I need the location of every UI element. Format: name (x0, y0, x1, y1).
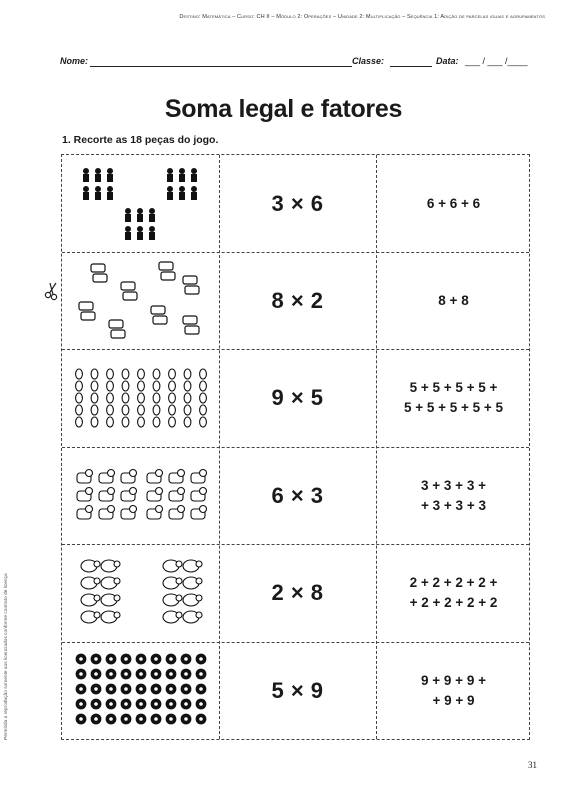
product-card[interactable] (219, 155, 376, 253)
sum-card[interactable] (376, 155, 531, 253)
running-head: Destino: Matemática – Curso: CH II – Módulo 2: Operações – Unidade 2: Multiplicação – Sequência 1: Adição de parcelas iguais e agrupamentos (179, 14, 545, 20)
product-text: 3 × 6 (271, 190, 324, 216)
card-row (62, 544, 529, 642)
sum-card[interactable] (376, 642, 531, 740)
product-card[interactable] (219, 642, 376, 740)
page-number: 31 (528, 760, 537, 770)
picture-card[interactable] (62, 544, 219, 642)
sum-line: + 2 + 2 + 2 + 2 (409, 594, 498, 610)
product-card[interactable] (219, 252, 376, 350)
ovals-picture (71, 368, 211, 428)
sum-line: + 9 + 9 (432, 692, 475, 708)
product-text: 5 × 9 (271, 677, 324, 703)
date-field[interactable]: ___ / ___ /____ (465, 56, 528, 66)
name-field[interactable] (90, 66, 352, 67)
class-label: Classe: (352, 56, 385, 66)
product-text: 2 × 8 (271, 579, 324, 605)
sum-line: 5 + 5 + 5 + 5 + 5 (403, 399, 504, 415)
class-field[interactable] (390, 66, 432, 67)
product-card[interactable] (219, 544, 376, 642)
product-card[interactable] (219, 349, 376, 447)
card-row (62, 155, 529, 253)
name-label: Nome: (60, 56, 89, 66)
picture-card[interactable] (62, 642, 219, 740)
cows-picture (71, 258, 211, 343)
sum-card[interactable] (376, 252, 531, 350)
picture-card[interactable] (62, 447, 219, 545)
product-text: 6 × 3 (271, 482, 324, 508)
sum-line: 2 + 2 + 2 + 2 + (409, 574, 498, 590)
flowers-picture (71, 651, 211, 731)
card-row (62, 252, 529, 350)
sum-line: + 3 + 3 + 3 (421, 497, 486, 513)
card-row (62, 642, 529, 740)
picture-card[interactable] (62, 252, 219, 350)
student-info-line (60, 56, 541, 70)
picture-card[interactable] (62, 155, 219, 253)
sum-line: 3 + 3 + 3 + (421, 477, 486, 493)
sum-line: 8 + 8 (438, 292, 469, 308)
sum-line: 5 + 5 + 5 + 5 + (409, 379, 498, 395)
sum-card[interactable] (376, 349, 531, 447)
figures-groups-picture (71, 161, 211, 246)
product-text: 8 × 2 (271, 287, 324, 313)
picture-card[interactable] (62, 349, 219, 447)
date-label: Data: (436, 56, 459, 66)
card-row (62, 447, 529, 545)
sheep-picture (71, 553, 211, 633)
card-grid (61, 154, 530, 740)
card-row (62, 349, 529, 447)
sum-card[interactable] (376, 544, 531, 642)
copyright-note: Permitida a reprodução somente aos licenciados conforme contrato de licença (4, 573, 9, 740)
sum-line: 9 + 9 + 9 + (421, 672, 486, 688)
animals-picture (71, 466, 211, 526)
product-card[interactable] (219, 447, 376, 545)
sum-card[interactable] (376, 447, 531, 545)
scissors-icon (42, 281, 62, 301)
product-text: 9 × 5 (271, 384, 324, 410)
sum-line: 6 + 6 + 6 (426, 195, 481, 211)
instruction: 1. Recorte as 18 peças do jogo. (62, 134, 219, 146)
page-title: Soma legal e fatores (164, 95, 403, 123)
